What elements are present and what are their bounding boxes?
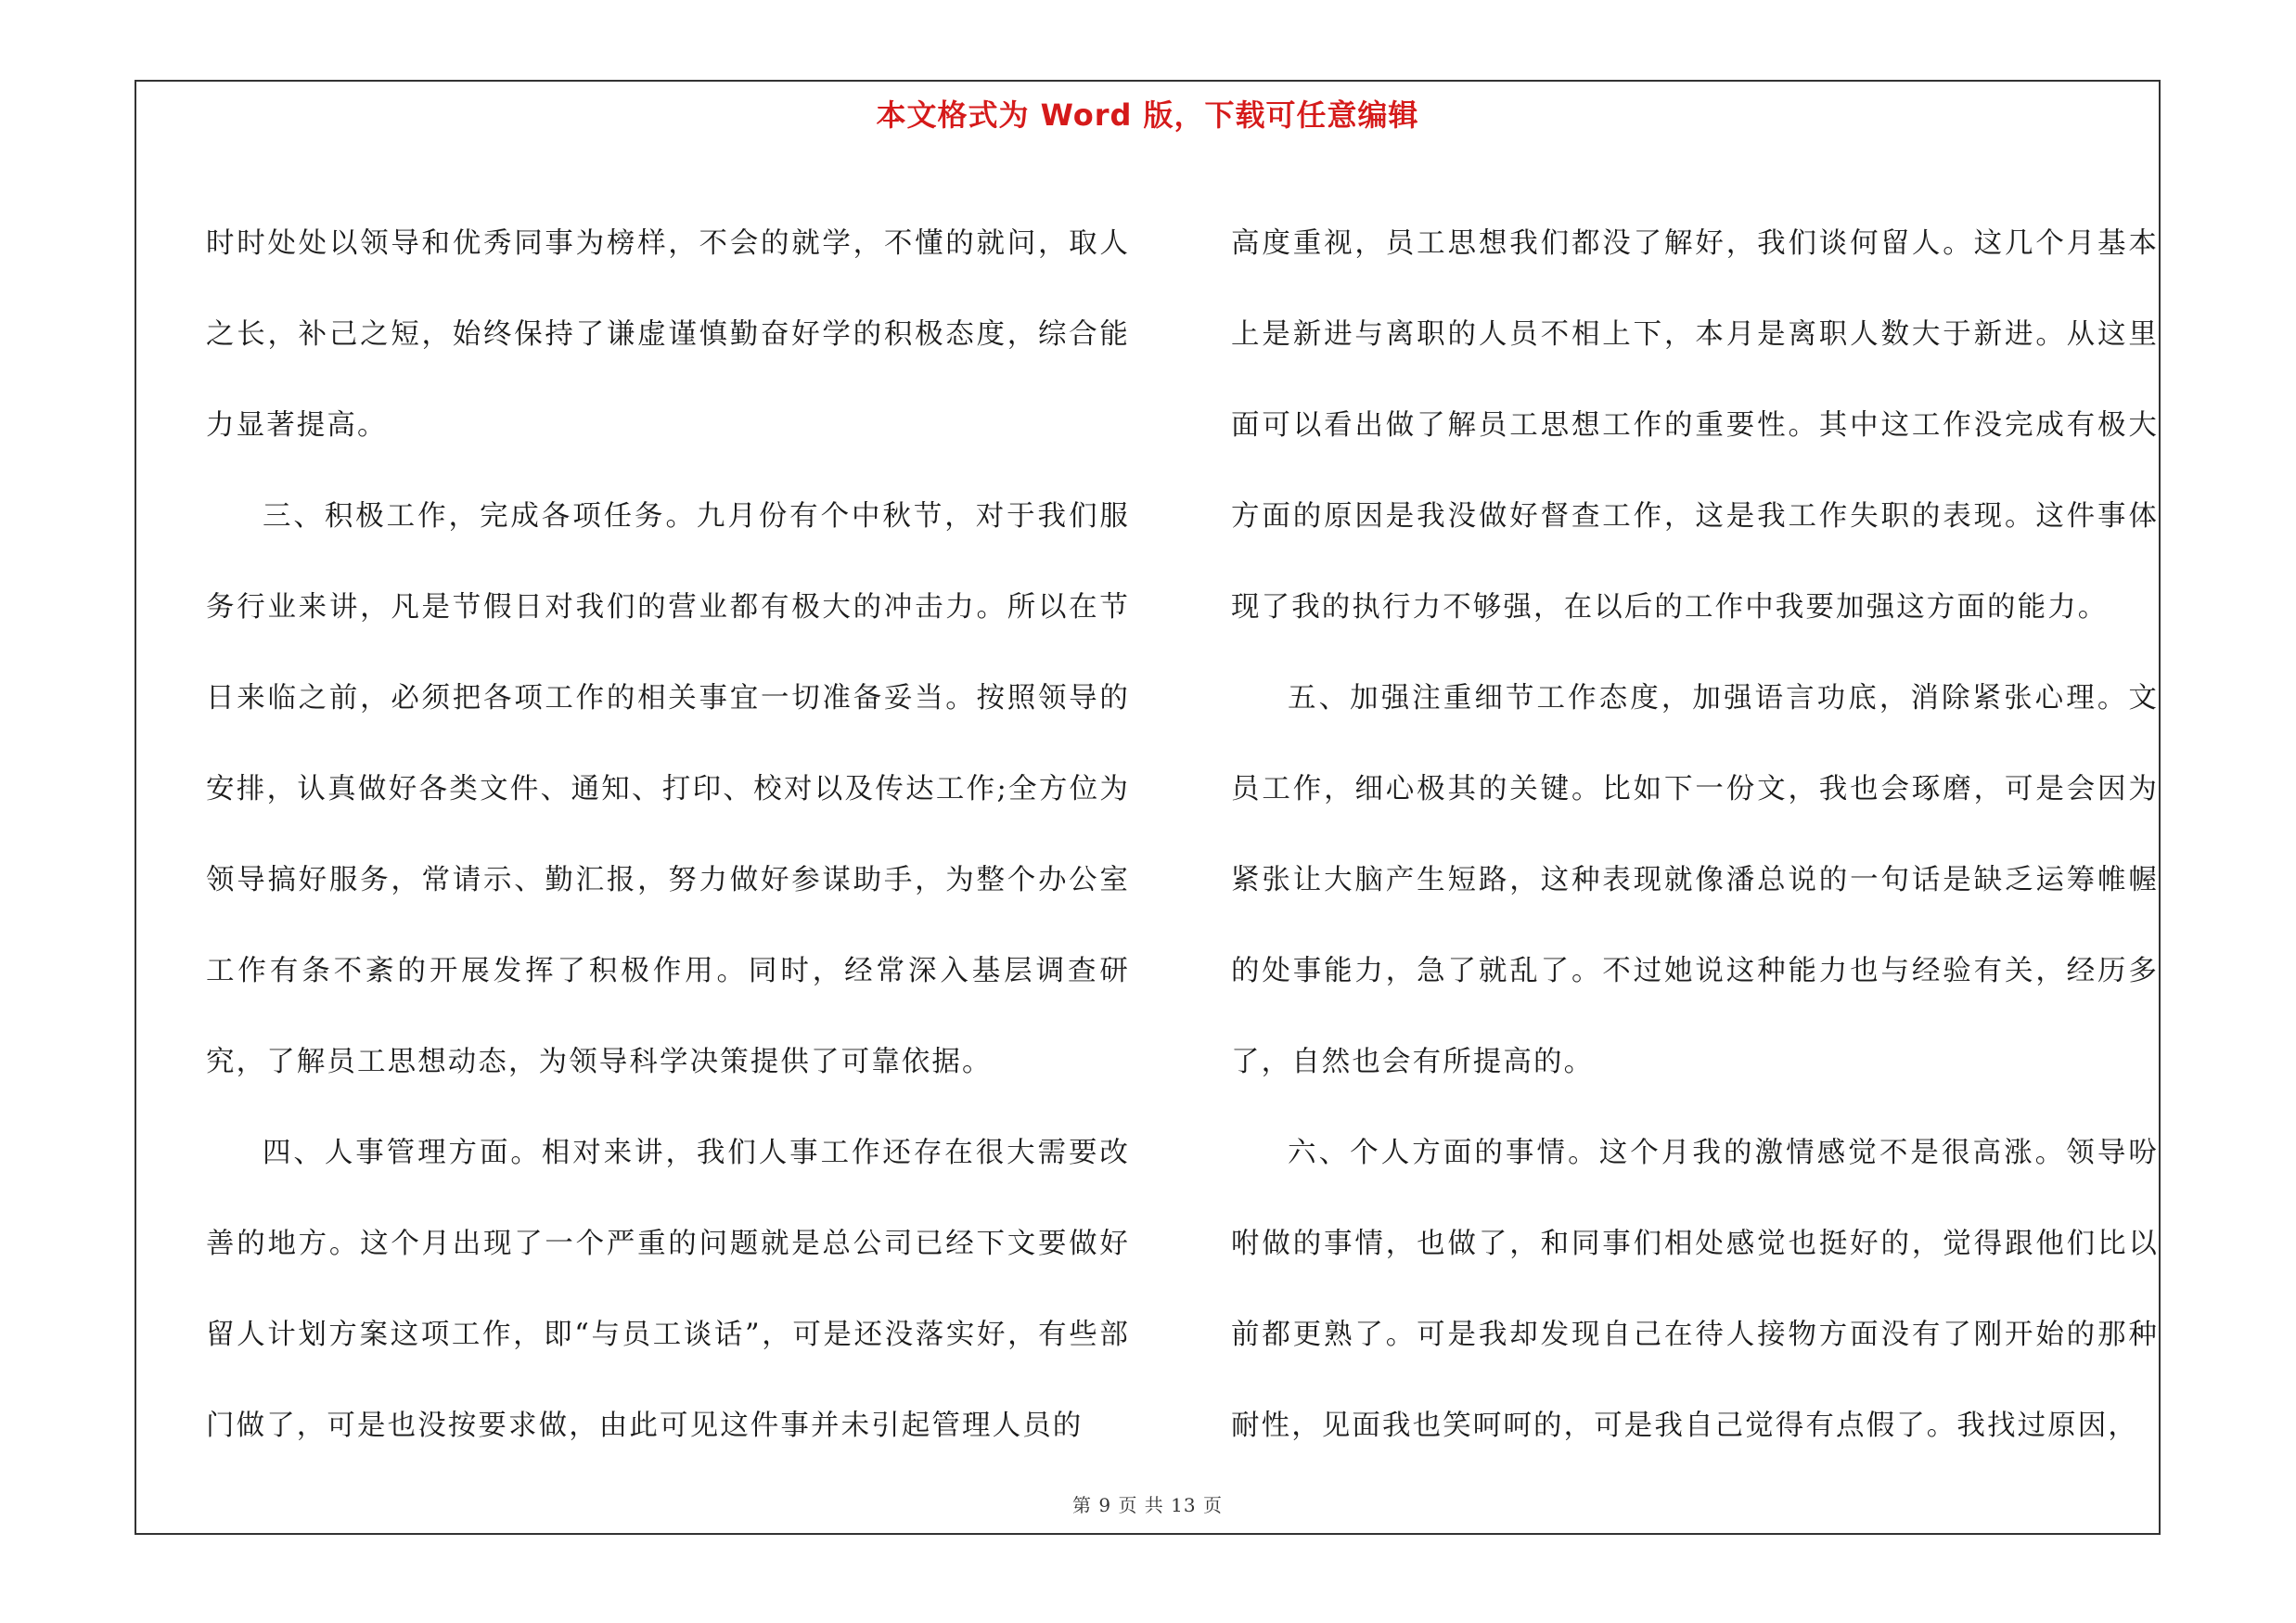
document-page — [135, 80, 2161, 1535]
left-text-column — [206, 199, 1130, 1472]
paragraph: 五、加强注重细节工作态度，加强语言功底，消除紧张心理。文员工作，细心极其的关键。比如下一份文，我也会琢磨，可是会因为紧张让大脑产生短路，这种表现就像潘总说的一句话是缺乏运筹帷幄的处事能力，急了就乱了。不过她说这种能力也与经验有关，经历多了，自然也会有所提高的。 — [1231, 682, 2159, 1078]
editable-notice-banner: 本文格式为 Word 版，下载可任意编辑 — [876, 97, 1419, 133]
paragraph: 高度重视，员工思想我们都没了解好，我们谈何留人。这几个月基本上是新进与离职的人员不相上下，本月是离职人数大于新进。从这里面可以看出做了解员工思想工作的重要性。其中这工作没完成有极大方面的原因是我没做好督查工作，这是我工作失职的表现。这件事体现了我的执行力不够强，在以后的工作中我要加强这方面的能力。 — [1231, 227, 2159, 624]
paragraph: 六、个人方面的事情。这个月我的激情感觉不是很高涨。领导吩咐做的事情，也做了，和同事们相处感觉也挺好的，觉得跟他们比以前都更熟了。可是我却发现自己在待人接物方面没有了刚开始的那种耐性，见面我也笑呵呵的，可是我自己觉得有点假了。我找过原因， — [1231, 1137, 2159, 1442]
paragraph: 四、人事管理方面。相对来讲，我们人事工作还存在很大需要改善的地方。这个月出现了一个严重的问题就是总公司已经下文要做好留人计划方案这项工作，即“与员工谈话”，可是还没落实好，有些部门做了，可是也没按要求做，由此可见这件事并未引起管理人员的 — [206, 1137, 1130, 1442]
right-text-column — [1231, 199, 2159, 1472]
paragraph: 时时处处以领导和优秀同事为榜样，不会的就学，不懂的就问，取人之长，补己之短，始终保持了谦虚谨慎勤奋好学的积极态度，综合能力显著提高。 — [206, 227, 1130, 442]
paragraph: 三、积极工作，完成各项任务。九月份有个中秋节，对于我们服务行业来讲，凡是节假日对我们的营业都有极大的冲击力。所以在节日来临之前，必须把各项工作的相关事宜一切准备妥当。按照领导的安排，认真做好各类文件、通知、打印、校对以及传达工作;全方位为领导搞好服务，常请示、勤汇报，努力做好参谋助手，为整个办公室工作有条不紊的开展发挥了积极作用。同时，经常深入基层调查研究，了解员工思想动态，为领导科学决策提供了可靠依据。 — [206, 500, 1130, 1078]
page-number-footer: 第 9 页 共 13 页 — [1072, 1494, 1223, 1516]
